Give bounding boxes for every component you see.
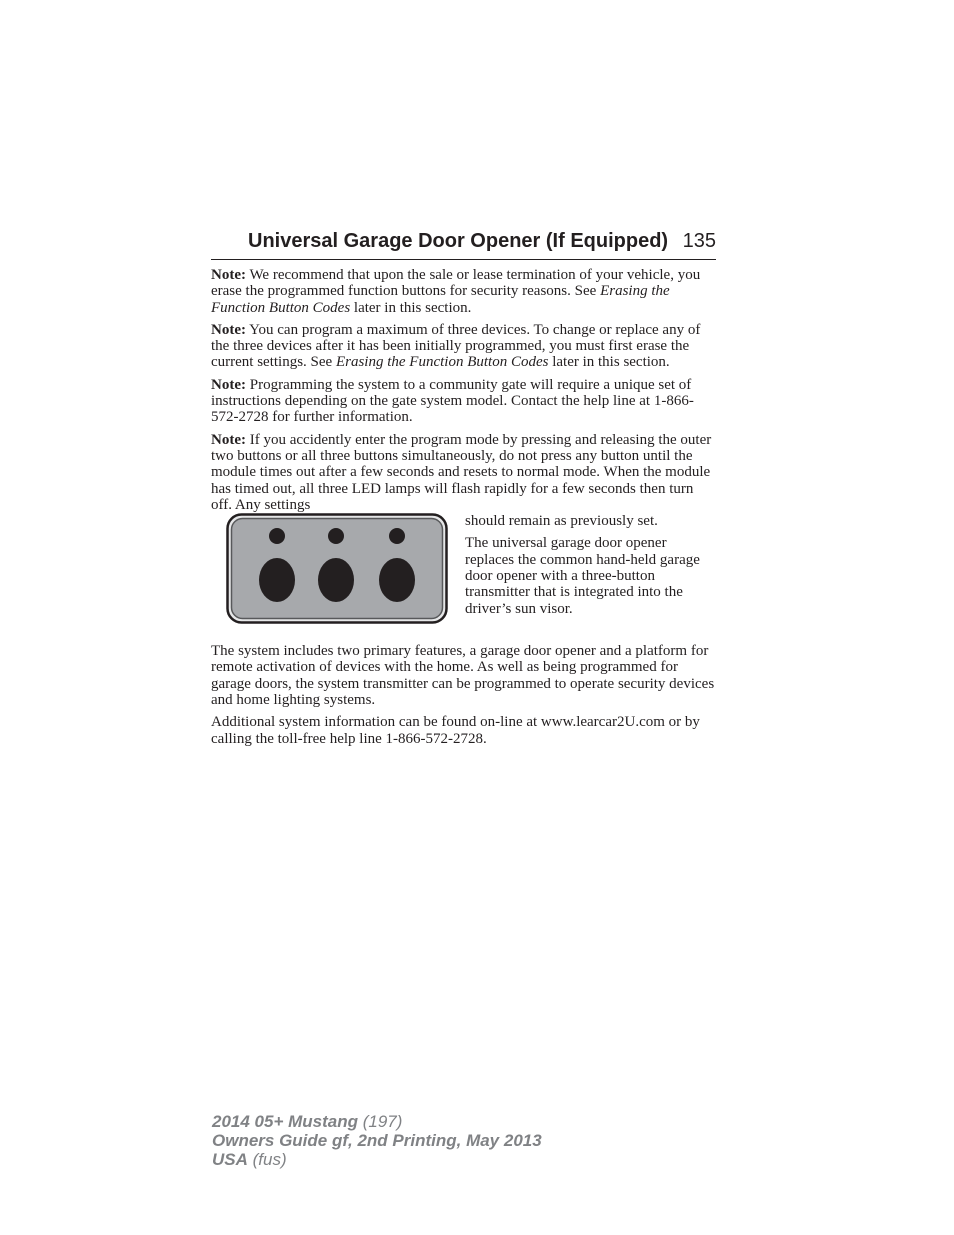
footer-line: Owners Guide gf, 2nd Printing, May 2013: [212, 1131, 542, 1150]
figure-row: [211, 513, 716, 629]
note-paragraph: Note: We recommend that upon the sale or lease termination of your vehicle, you erase the programmed function buttons for security reasons. See Erasing the Function Button Codes later in this section.: [211, 267, 701, 316]
page-header: [211, 228, 716, 260]
garage-opener-buttons-illustration: [226, 513, 448, 624]
page-footer: [212, 1112, 542, 1169]
note-paragraph: Note: You can program a maximum of three devices. To change or replace any of the three devices after it has been initially programmed, you must first erase the current settings. See Erasing the Function Button Codes later in this section.: [211, 321, 701, 371]
led-lamp-icon: [328, 528, 344, 544]
led-lamp-icon: [389, 528, 405, 544]
led-lamp-icon: [269, 528, 285, 544]
note-label: Note:: [211, 431, 246, 448]
note-label: Note:: [211, 321, 246, 338]
footer-line: USA (fus): [212, 1150, 287, 1169]
features-paragraph: The system includes two primary features, a garage door opener and a platform for remote activation of devices with the home. As well as being programmed for garage doors, the system transmitter can be programmed to operate security devices and home lighting systems.: [211, 643, 715, 709]
function-button-icon: [379, 558, 415, 602]
side-text: [465, 513, 717, 623]
cross-reference: Erasing the Function Button Codes: [335, 354, 549, 371]
page-number: 135: [682, 230, 716, 252]
function-button-icon: [259, 558, 295, 602]
description-paragraph: The universal garage door opener replaces the common hand-held garage door opener with a three-button transmitter that is integrated into the driver’s sun visor.: [465, 535, 700, 617]
footer-line: 2014 05+ Mustang (197): [212, 1112, 403, 1131]
note-paragraph: Note: If you accidently enter the program mode by pressing and releasing the outer two buttons or all three buttons simultaneously, do not press any button until the module times out after a few seconds and resets to normal mode. When the module has timed out, all three LED lamps will flash rapidly for a few seconds then turn off. Any settings: [211, 431, 712, 513]
cross-reference: Erasing the Function Button Codes: [211, 283, 670, 316]
additional-info-paragraph: Additional system information can be found on-line at www.learcar2U.com or by calling the toll-free help line 1-866-572-2728.: [211, 714, 700, 747]
note-label: Note:: [211, 267, 246, 283]
section-title: Universal Garage Door Opener (If Equipped): [248, 230, 669, 252]
page-body: [211, 267, 716, 753]
note-label: Note:: [211, 376, 246, 393]
note-paragraph: Note: Programming the system to a community gate will require a unique set of instructions depending on the gate system model. Contact the help line at 1-866-572-2728 for further information.: [211, 376, 694, 426]
function-button-icon: [318, 558, 354, 602]
note-continuation: should remain as previously set.: [465, 513, 658, 530]
